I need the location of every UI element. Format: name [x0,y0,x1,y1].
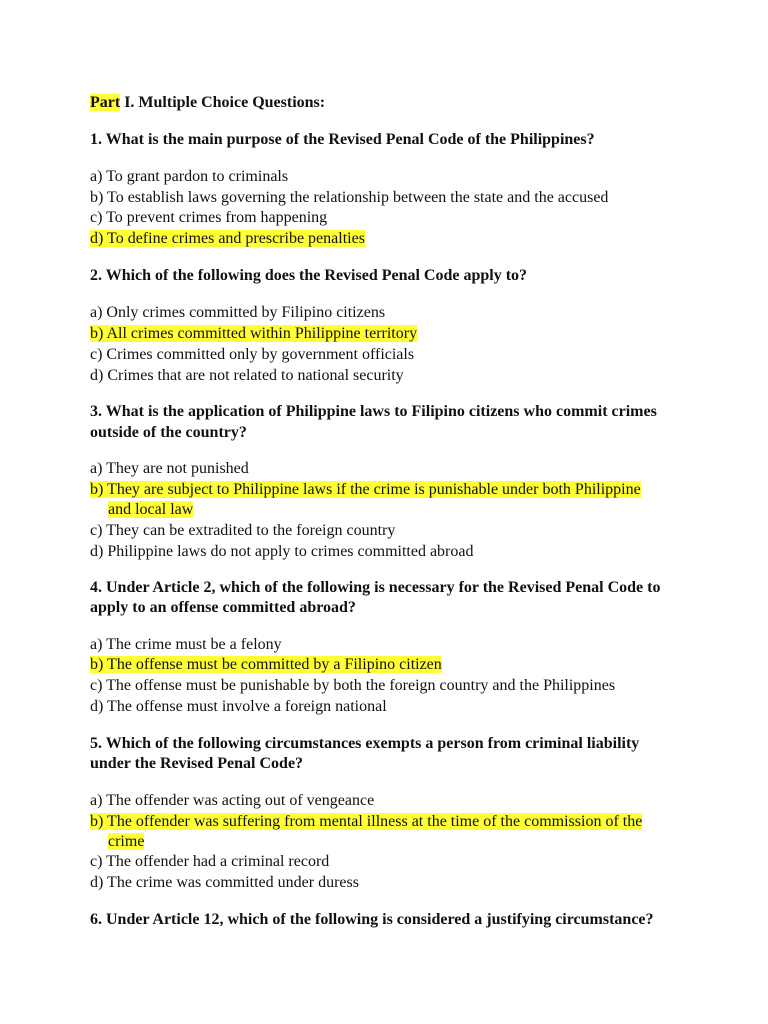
answer-highlight: b) The offender was suffering from mental illness at the time of the commission of the [90,813,643,830]
q3-option-b-answer-cont [108,500,193,520]
heading-text: I. Multiple Choice Questions: [120,94,326,111]
question-1: 1. What is the main purpose of the Revised Penal Code of the Philippines? [90,131,595,148]
question-5-line-2: under the Revised Penal Code? [90,755,304,772]
question-3-line-1: 3. What is the application of Philippine laws to Filipino citizens who commit crimes [90,403,657,420]
q4-option-b-answer [90,655,442,675]
q5-option-c: c) The offender had a criminal record [90,853,330,870]
answer-highlight: b) The offense must be committed by a Filipino citizen [90,656,442,673]
q3-option-c: c) They can be extradited to the foreign country [90,522,396,539]
q2-option-b-answer [90,324,417,344]
question-4-line-1: 4. Under Article 2, which of the following is necessary for the Revised Penal Code to [90,579,661,596]
heading-highlight-word: Part [90,94,121,111]
question-2: 2. Which of the following does the Revised Penal Code apply to? [90,267,528,284]
q1-option-a: a) To grant pardon to criminals [90,168,289,185]
q3-option-a: a) They are not punished [90,460,249,477]
answer-highlight: b) They are subject to Philippine laws if the crime is punishable under both Philippine [90,481,641,498]
q3-option-b-answer [90,480,641,500]
q5-option-d: d) The crime was committed under duress [90,874,359,891]
q4-option-c: c) The offense must be punishable by both the foreign country and the Philippines [90,677,616,694]
q2-option-c: c) Crimes committed only by government officials [90,346,415,363]
q3-option-d: d) Philippine laws do not apply to crimes committed abroad [90,543,474,560]
q5-option-b-answer [90,812,642,832]
q2-option-d: d) Crimes that are not related to national security [90,367,404,384]
answer-highlight: d) To define crimes and prescribe penalties [90,230,365,247]
answer-highlight: b) All crimes committed within Philippine territory [90,325,418,342]
q1-option-d-answer [90,229,365,249]
q1-option-c: c) To prevent crimes from happening [90,209,328,226]
question-5-line-1: 5. Which of the following circumstances exempts a person from criminal liability [90,735,640,752]
answer-highlight: and local law [108,501,194,518]
q5-option-a: a) The offender was acting out of vengeance [90,792,375,809]
q4-option-a: a) The crime must be a felony [90,636,282,653]
q1-option-b: b) To establish laws governing the relationship between the state and the accused [90,189,609,206]
q5-option-b-answer-cont [108,832,144,852]
section-heading [90,93,325,113]
question-4-line-2: apply to an offense committed abroad? [90,599,356,616]
q2-option-a: a) Only crimes committed by Filipino citizens [90,304,386,321]
question-3-line-2: outside of the country? [90,424,247,441]
q4-option-d: d) The offense must involve a foreign national [90,698,387,715]
answer-highlight: crime [108,833,145,850]
question-6: 6. Under Article 12, which of the following is considered a justifying circumstance? [90,911,654,928]
